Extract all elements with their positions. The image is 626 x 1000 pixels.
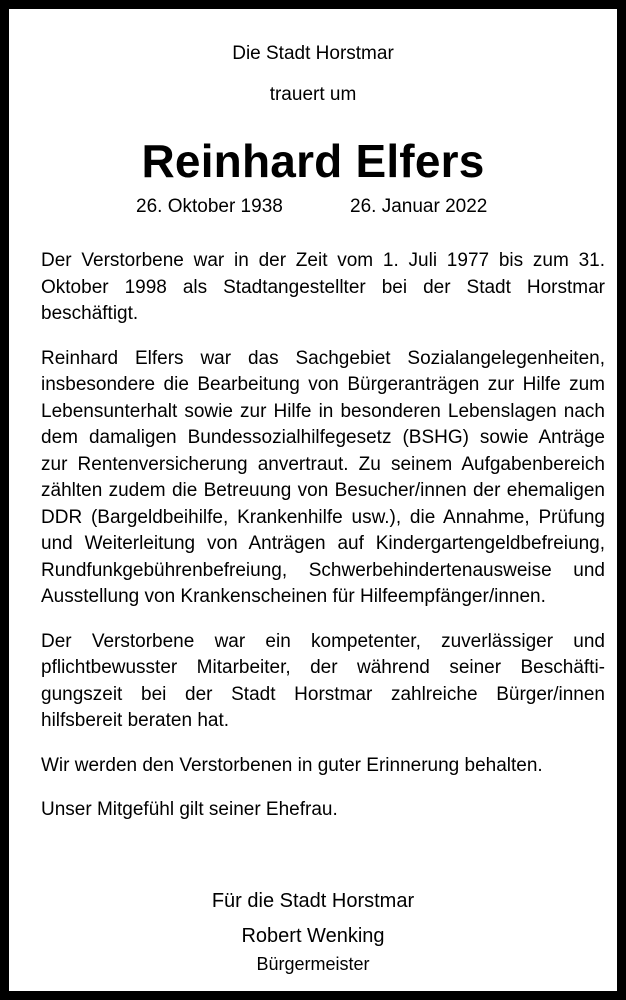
deceased-name: Reinhard Elfers — [141, 135, 485, 187]
mourns-line: trauert um — [269, 84, 357, 105]
signature-organization: Für die Stadt Horstmar — [211, 890, 415, 912]
paragraph-condolence: Unser Mitgefühl gilt seiner Ehefrau. — [41, 799, 338, 820]
paragraph-duties: Reinhard Elfers war das Sachgebiet Sozialangelegenheiten, insbesondere die Bearbeitung von Bürgeranträgen zur Hilfe zum Lebensunterhalt sowie zur Hilfe in besonderen Lebenslagen nach dem damaligen Bundessozialhilfegesetz (BSHG) sowie Anträge zur Rentenversicherung anvertraut. Zu seinem Aufgabenbereich zählten zudem die Betreuung von Besucher/innen der ehemaligen DDR (Bargeldbeihilfe, Krankenhilfe usw.), die Annahme, Prüfung und Weiterleitung von Anträgen auf Kindergartengeldbefreiung, Rundfunkgebührenbefreiung, Schwerbehindertenausweise und Ausstellung von Krankenscheinen für Hilfeempfänger/innen. — [41, 347, 605, 607]
signature-title: Bürgermeister — [256, 954, 370, 974]
paragraph-tribute: Der Verstorbene war ein kompetenter, zuverlässiger und pflichtbewusster Mitarbeiter, der während seiner Beschäftigungszeit bei der Stadt Horstmar zahlreiche Bürger/innen hilfsbereit beraten hat. — [41, 630, 605, 731]
birth-date: 26. Oktober 1938 — [136, 196, 283, 217]
paragraph-employment: Der Verstorbene war in der Zeit vom 1. Juli 1977 bis zum 31. Oktober 1998 als Stadtangestellter bei der Stadt Horstmar beschäftigt. — [41, 250, 605, 324]
paragraph-remembrance: Wir werden den Verstorbenen in guter Erinnerung behalten. — [41, 754, 543, 776]
death-date: 26. Januar 2022 — [350, 196, 488, 217]
organization-line: Die Stadt Horstmar — [232, 43, 394, 64]
signature-name: Robert Wenking — [241, 925, 385, 947]
obituary-body — [41, 248, 605, 842]
